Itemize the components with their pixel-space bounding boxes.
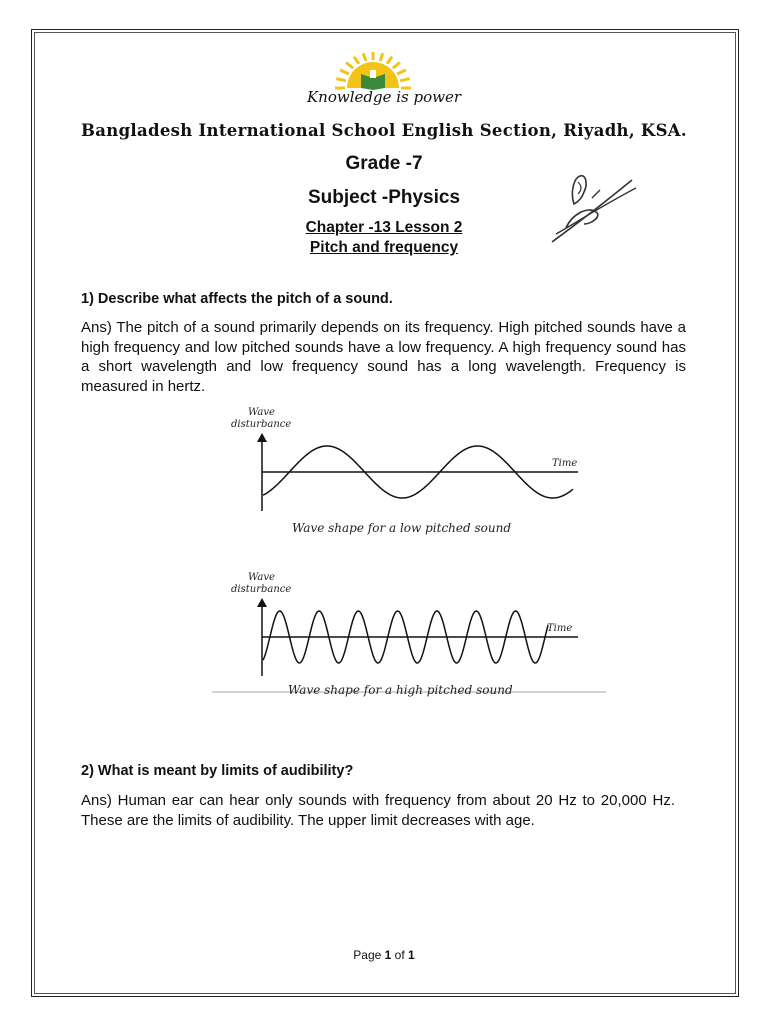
low-caption: Wave shape for a low pitched sound	[292, 521, 512, 535]
logo-ray	[336, 79, 346, 81]
low-y-axis-arrow	[257, 433, 267, 442]
footer-page-word: Page	[353, 948, 382, 962]
page-footer	[0, 948, 768, 962]
question-1: 1) Describe what affects the pitch of a sound.	[81, 291, 393, 307]
logo-ray	[363, 53, 366, 61]
signature-icon	[548, 168, 638, 248]
school-logo-icon	[333, 50, 413, 90]
high-y-label-line1: Wave	[248, 572, 275, 583]
low-pitch-figure	[231, 407, 578, 535]
logo-ray	[380, 53, 383, 61]
footer-page-num: 1	[384, 948, 392, 962]
wave-figures	[200, 400, 620, 700]
high-y-label-line2: disturbance	[231, 584, 292, 595]
lesson-title: Pitch and frequency	[309, 239, 459, 256]
school-motto: Knowledge is power	[306, 88, 462, 106]
logo-ray	[393, 63, 400, 69]
logo-ray	[387, 57, 392, 64]
low-y-label-line2: disturbance	[231, 419, 292, 430]
logo-ray	[354, 57, 359, 64]
low-y-label-line1: Wave	[248, 407, 275, 418]
school-name: Bangladesh International School English Section, Riyadh, KSA.	[81, 121, 687, 140]
high-y-axis-arrow	[257, 598, 267, 607]
logo-ray	[400, 79, 410, 81]
high-x-label: Time	[547, 623, 573, 634]
chapter-heading: Chapter -13 Lesson 2	[305, 219, 463, 236]
logo-ray	[346, 63, 353, 69]
logo-ray	[397, 70, 406, 74]
grade-heading: Grade -7	[345, 153, 423, 174]
high-caption: Wave shape for a high pitched sound	[288, 683, 513, 697]
subject-heading: Subject -Physics	[307, 187, 461, 208]
low-x-label: Time	[552, 458, 578, 469]
answer-1: Ans) The pitch of a sound primarily depends on its frequency. High pitched sounds have a high frequency and low pitched sounds have a low frequency. A high frequency sound has a short wavelength and low frequency sound has a long wavelength. Frequency is measured in hertz.	[81, 319, 686, 395]
high-pitch-figure	[212, 572, 606, 697]
footer-of-word: of	[394, 948, 405, 962]
question-2: 2) What is meant by limits of audibility?	[81, 763, 354, 779]
logo-ray	[340, 70, 349, 74]
answer-2: Ans) Human ear can hear only sounds with frequency from about 20 Hz to 20,000 Hz. These are the limits of audibility. The upper limit decreases with age.	[81, 792, 675, 829]
footer-page-total: 1	[408, 948, 415, 962]
